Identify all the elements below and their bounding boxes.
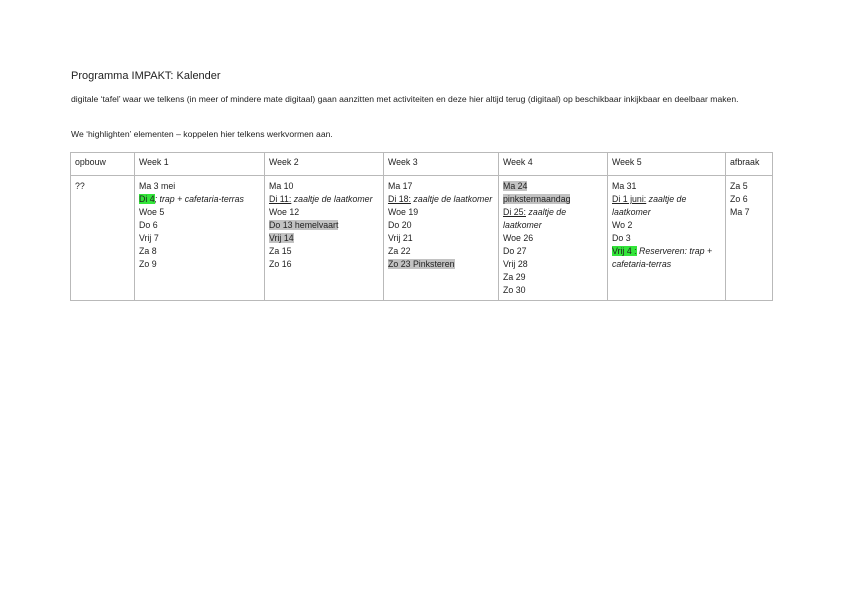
day-note: zaaltje de laatkomer bbox=[612, 194, 687, 217]
day-entry: Za 29 bbox=[503, 272, 526, 282]
day-entry-event bbox=[388, 193, 494, 206]
day-note: Reserveren: trap + cafetaria-terras bbox=[612, 246, 713, 269]
underlined-day: Di 11: bbox=[269, 194, 292, 204]
day-entry: Za 8 bbox=[139, 246, 157, 256]
day-entry: Za 5 bbox=[730, 181, 748, 191]
day-entry-holiday bbox=[269, 232, 379, 245]
cell-week-2 bbox=[265, 176, 384, 301]
gray-highlight-day: Ma 24 bbox=[503, 181, 528, 191]
day-entry-highlighted bbox=[139, 193, 260, 206]
day-entry-highlighted bbox=[612, 245, 721, 271]
cell-opbouw bbox=[71, 176, 135, 301]
day-entry: Ma 17 bbox=[388, 181, 413, 191]
day-entry-holiday bbox=[503, 180, 603, 193]
cell-afbraak bbox=[726, 176, 773, 301]
header-week-2: Week 2 bbox=[265, 153, 384, 176]
header-week-5: Week 5 bbox=[608, 153, 726, 176]
day-entry: Woe 19 bbox=[388, 207, 419, 217]
day-entry: Za 15 bbox=[269, 246, 292, 256]
day-entry: Woe 5 bbox=[139, 207, 165, 217]
day-entry: Do 6 bbox=[139, 220, 158, 230]
day-entry-holiday bbox=[388, 258, 494, 271]
underlined-day: Di 18: bbox=[388, 194, 411, 204]
green-highlight-day: Vrij 4 : bbox=[612, 246, 637, 256]
day-entry: Ma 7 bbox=[730, 207, 750, 217]
day-entry: Zo 30 bbox=[503, 285, 526, 295]
header-week-3: Week 3 bbox=[384, 153, 499, 176]
gray-highlight-day: pinkstermaandag bbox=[503, 194, 571, 204]
day-entry: Ma 10 bbox=[269, 181, 294, 191]
day-entry: Woe 12 bbox=[269, 207, 300, 217]
gray-highlight-day: Do 13 hemelvaart bbox=[269, 220, 339, 230]
day-entry: Do 27 bbox=[503, 246, 527, 256]
day-entry: Do 3 bbox=[612, 233, 631, 243]
day-entry: Do 20 bbox=[388, 220, 412, 230]
day-entry: Woe 26 bbox=[503, 233, 534, 243]
day-entry-event bbox=[269, 193, 379, 206]
gray-highlight-day: Vrij 14 bbox=[269, 233, 294, 243]
day-entry: Ma 31 bbox=[612, 181, 637, 191]
day-note: zaaltje de laatkomer bbox=[410, 194, 493, 204]
day-note: ; trap + cafetaria-terras bbox=[154, 194, 244, 204]
day-entry: Zo 6 bbox=[730, 194, 748, 204]
cell-week-5 bbox=[608, 176, 726, 301]
header-opbouw: opbouw bbox=[71, 153, 135, 176]
day-entry-event bbox=[612, 193, 721, 219]
day-entry: Vrij 7 bbox=[139, 233, 159, 243]
day-entry: Vrij 21 bbox=[388, 233, 413, 243]
day-note: zaaltje de laatkomer bbox=[291, 194, 373, 204]
cell-week-3 bbox=[384, 176, 499, 301]
cell-week-1 bbox=[135, 176, 265, 301]
day-note: zaaltje de laatkomer bbox=[503, 207, 567, 230]
underlined-day: Di 25: bbox=[503, 207, 526, 217]
underlined-day: Di 1 juni: bbox=[612, 194, 647, 204]
day-entry-holiday bbox=[269, 219, 379, 232]
day-entry: Wo 2 bbox=[612, 220, 633, 230]
header-week-4: Week 4 bbox=[499, 153, 608, 176]
table-header-row bbox=[71, 153, 773, 176]
day-entry-event bbox=[503, 206, 603, 232]
gray-highlight-day: Zo 23 Pinksteren bbox=[388, 259, 455, 269]
calendar-table bbox=[70, 152, 773, 301]
highlight-paragraph: We ‘highlighten’ elementen – koppelen hier telkens werkvormen aan. bbox=[71, 129, 333, 139]
table-row bbox=[71, 176, 773, 301]
day-entry: Ma 3 mei bbox=[139, 181, 176, 191]
day-entry: Zo 9 bbox=[139, 259, 157, 269]
intro-paragraph: digitale ‘tafel’ waar we telkens (in meer of mindere mate digitaal) gaan aanzitten met activiteiten en deze hier altijd terug (digitaal) op beschikbaar inkijkbaar en deelbaar maken. bbox=[71, 94, 739, 104]
document-title: Programma IMPAKT: Kalender bbox=[71, 70, 221, 82]
green-highlight-day: Di 4 bbox=[139, 194, 155, 204]
opbouw-value: ?? bbox=[75, 181, 85, 191]
day-entry-holiday bbox=[503, 193, 603, 206]
day-entry: Vrij 28 bbox=[503, 259, 528, 269]
header-afbraak: afbraak bbox=[726, 153, 773, 176]
header-week-1: Week 1 bbox=[135, 153, 265, 176]
day-entry: Za 22 bbox=[388, 246, 411, 256]
day-entry: Zo 16 bbox=[269, 259, 292, 269]
cell-week-4 bbox=[499, 176, 608, 301]
